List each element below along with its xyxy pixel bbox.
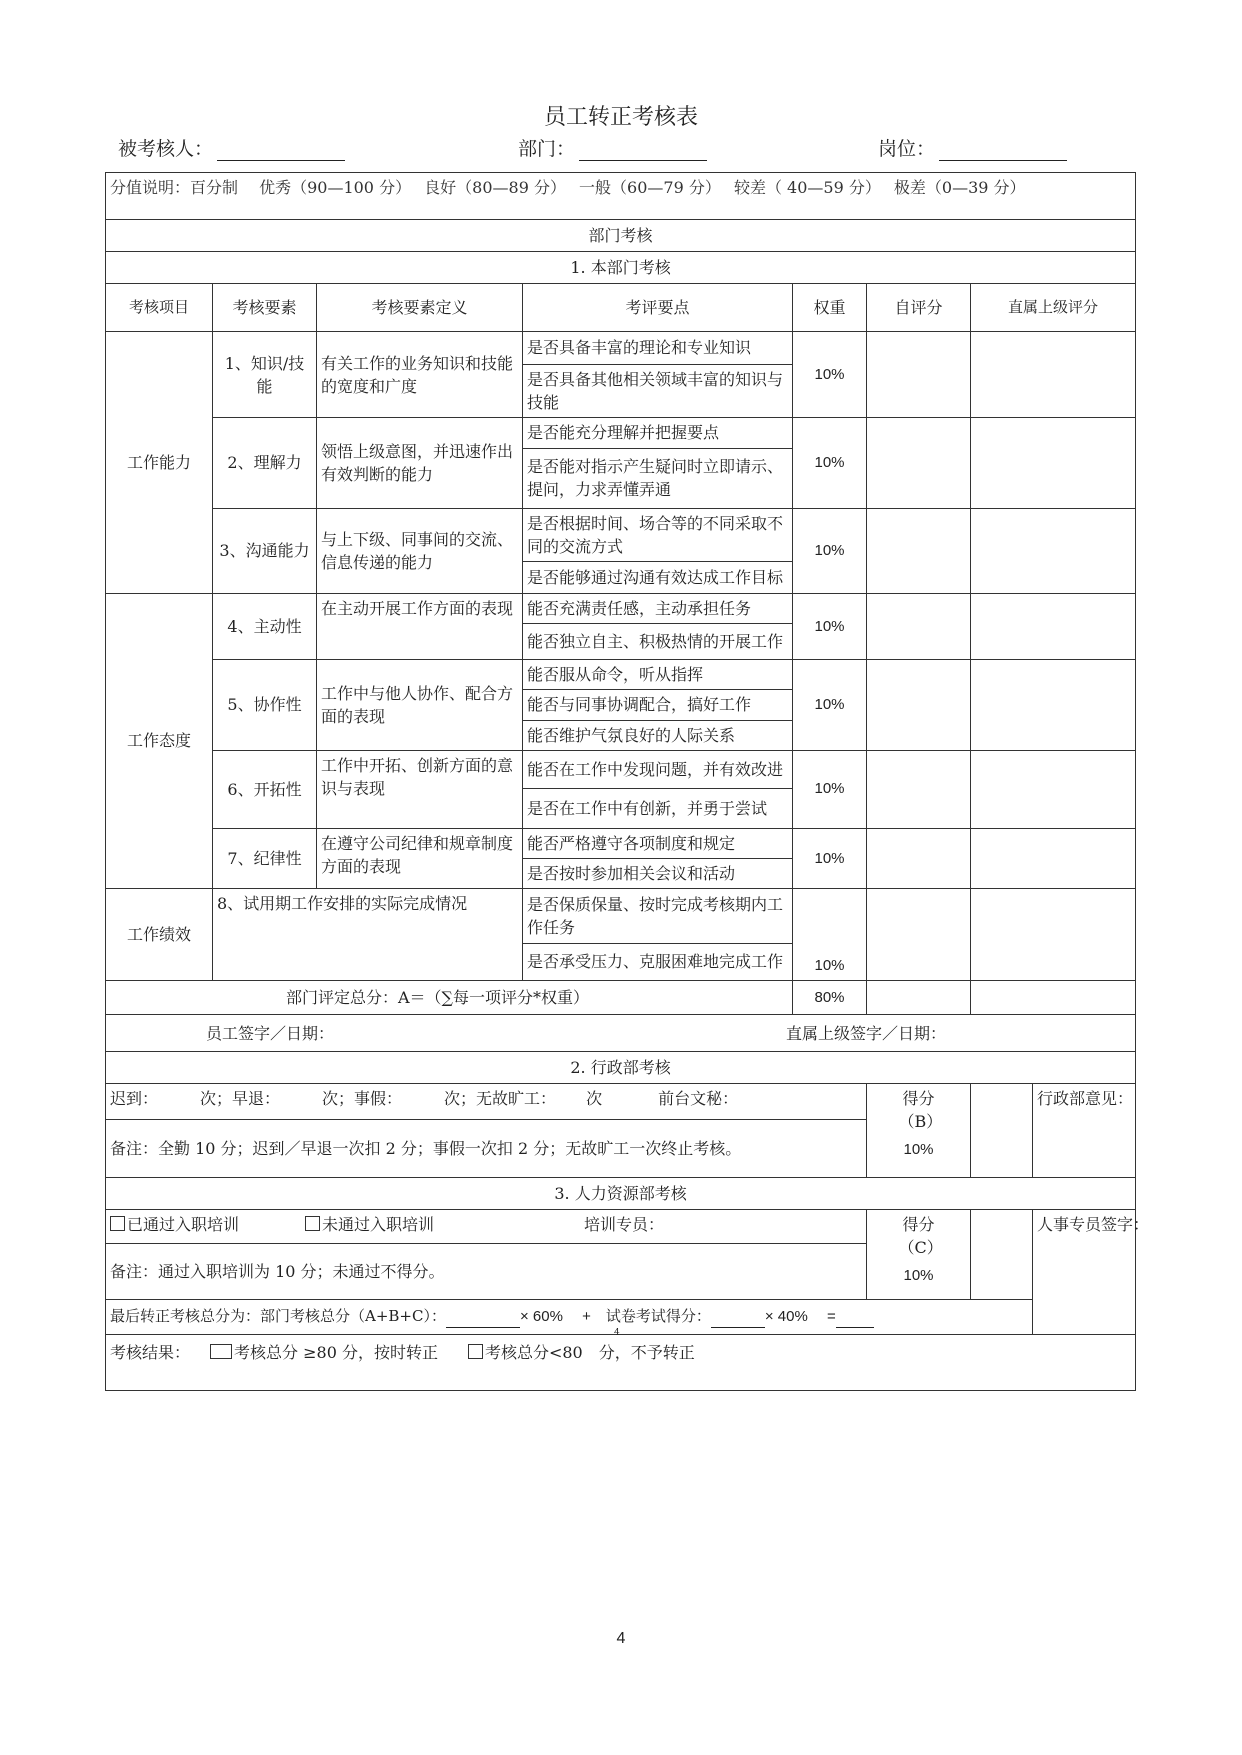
category-work-ability: 工作能力 (106, 332, 213, 594)
table-row (106, 750, 1136, 788)
dept-total-self-score[interactable] (867, 981, 971, 1015)
hr-score-label: 得分（C） (898, 1215, 943, 1258)
position-field (878, 134, 1067, 161)
position-input-line[interactable] (939, 138, 1067, 161)
signature-cell (106, 1015, 1136, 1052)
point-cell: 能否独立自主、积极热情的开展工作 (523, 624, 793, 660)
definition-cell: 有关工作的业务知识和技能的宽度和广度 (317, 332, 523, 418)
definition-cell: 在遵守公司纪律和规章制度方面的表现 (317, 828, 523, 888)
table-row (106, 418, 1136, 448)
hr-sign-cell: 人事专员签字： (1033, 1210, 1136, 1335)
admin-note: 备注：全勤 10 分；迟到／早退一次扣 2 分；事假一次扣 2 分；无故旷工一次终止考核。 (106, 1120, 867, 1178)
person-label: 被考核人： (118, 138, 214, 160)
final-dept-input[interactable] (446, 1311, 520, 1328)
point-cell: 是否具备其他相关领域丰富的知识与技能 (523, 365, 793, 418)
col-header-weight: 权重 (793, 284, 867, 332)
point-cell: 是否具备丰富的理论和专业知识 (523, 332, 793, 365)
person-field (118, 134, 345, 161)
dept-total-row (106, 981, 1136, 1015)
element-cell: 7、纪律性 (213, 828, 317, 888)
admin-score-value-cell[interactable] (971, 1084, 1033, 1178)
dept-total-supervisor-score[interactable] (971, 981, 1136, 1015)
self-score-cell[interactable] (867, 750, 971, 828)
absent-label: 次；无故旷工： (444, 1089, 557, 1109)
point-cell: 是否在工作中有创新，并勇于尝试 (523, 788, 793, 828)
element-cell: 1、知识/技能 (213, 332, 317, 418)
element-cell: 4、主动性 (213, 593, 317, 659)
element-cell: 8、试用期工作安排的实际完成情况 (213, 889, 523, 981)
admin-score-cell (867, 1084, 971, 1178)
supervisor-score-cell[interactable] (971, 332, 1136, 418)
result-label: 考核结果： (110, 1343, 191, 1363)
hr-score-value-cell[interactable] (971, 1210, 1033, 1300)
absent-times-label: 次 (586, 1089, 603, 1109)
col-header-category: 考核项目 (106, 284, 213, 332)
definition-cell: 工作中与他人协作、配合方面的表现 (317, 660, 523, 751)
self-score-cell[interactable] (867, 418, 971, 508)
supervisor-score-cell[interactable] (971, 593, 1136, 659)
signature-row (106, 1015, 1136, 1052)
page-title: 员工转正考核表 (543, 105, 698, 130)
table-row (106, 660, 1136, 690)
element-cell: 3、沟通能力 (213, 508, 317, 593)
admin-score-weight: 10% (903, 1141, 934, 1159)
definition-cell: 工作中开拓、创新方面的意识与表现 (317, 750, 523, 828)
definition-cell: 在主动开展工作方面的表现 (317, 593, 523, 659)
self-score-cell[interactable] (867, 593, 971, 659)
leave-label: 次；事假： (322, 1089, 403, 1109)
table-row (106, 332, 1136, 365)
supervisor-score-cell[interactable] (971, 889, 1136, 981)
admin-section-heading: 2. 行政部考核 (106, 1052, 1136, 1084)
result-row (106, 1335, 1136, 1391)
dept-total-weight: 80% (793, 981, 867, 1015)
hr-note: 备注：通过入职培训为 10 分；未通过不得分。 (106, 1244, 867, 1300)
passed-label: 已通过入职培训 (127, 1215, 240, 1235)
weight-cell: 10% (793, 332, 867, 418)
definition-cell: 领悟上级意图，并迅速作出有效判断的能力 (317, 418, 523, 508)
table-row (106, 508, 1136, 561)
self-score-cell[interactable] (867, 660, 971, 751)
supervisor-score-cell[interactable] (971, 418, 1136, 508)
weight-cell: 10% (793, 660, 867, 751)
header-row (118, 134, 1078, 164)
final-exam-input[interactable] (711, 1311, 765, 1328)
element-cell: 2、理解力 (213, 418, 317, 508)
page-number: 4 (616, 1630, 626, 1647)
hr-score-cell (867, 1210, 971, 1300)
dept-section-heading: 部门考核 (106, 220, 1136, 252)
appraisal-table (105, 172, 1150, 1391)
not-passed-checkbox[interactable] (305, 1216, 320, 1231)
dept-total-label: 部门评定总分：A＝（∑每一项评分*权重） (106, 981, 793, 1015)
early-label: 次；早退： (200, 1089, 281, 1109)
table-row (106, 889, 1136, 944)
result-cell (106, 1335, 1136, 1391)
hr-score-weight: 10% (903, 1267, 934, 1285)
point-cell: 能否在工作中发现问题，并有效改进 (523, 750, 793, 788)
attendance-row (106, 1084, 1136, 1120)
definition-cell: 与上下级、同事间的交流、信息传递的能力 (317, 508, 523, 593)
weight-cell: 10% (793, 508, 867, 593)
point-cell: 是否承受压力、克服困难地完成工作 (523, 944, 793, 981)
supervisor-sign-label: 直属上级签字／日期： (786, 1024, 947, 1044)
hr-section-heading: 3. 人力资源部考核 (106, 1178, 1136, 1210)
dept-sub-heading: 1. 本部门考核 (106, 252, 1136, 284)
passed-checkbox[interactable] (110, 1216, 125, 1231)
weight-cell: 10% (793, 593, 867, 659)
col-header-definition: 考核要素定义 (317, 284, 523, 332)
supervisor-score-cell[interactable] (971, 508, 1136, 593)
supervisor-score-cell[interactable] (971, 750, 1136, 828)
point-cell: 能否充满责任感，主动承担任务 (523, 593, 793, 623)
final-row (106, 1300, 1136, 1335)
final-total-input[interactable] (836, 1311, 874, 1328)
point-cell: 是否按时参加相关会议和活动 (523, 858, 793, 888)
fail-checkbox[interactable] (468, 1344, 483, 1359)
dept-input-line[interactable] (579, 138, 707, 161)
col-header-self-score: 自评分 (867, 284, 971, 332)
score-note: 分值说明：百分制 优秀（90—100 分） 良好（80—89 分） 一般（60—79 分） 较差（ 40—59 分） 极差（0—39 分） (106, 173, 1136, 220)
table-row (106, 593, 1136, 623)
weight-cell: 10% (793, 889, 867, 981)
dept-field (518, 134, 707, 161)
self-score-cell[interactable] (867, 889, 971, 981)
employee-sign-label: 员工签字／日期： (206, 1024, 335, 1044)
final-mult1: × 60% + 试卷考试得分： (519, 1308, 711, 1326)
small-mark: 4 (614, 1328, 620, 1339)
col-header-element: 考核要素 (213, 284, 317, 332)
point-cell: 能否与同事协调配合，搞好工作 (523, 690, 793, 720)
col-header-points: 考评要点 (523, 284, 793, 332)
point-cell: 是否能对指示产生疑问时立即请示、提问，力求弄懂弄通 (523, 448, 793, 508)
person-input-line[interactable] (217, 138, 345, 161)
final-cell (106, 1300, 1033, 1339)
self-score-cell[interactable] (867, 828, 971, 888)
point-cell: 能否服从命令，听从指挥 (523, 660, 793, 690)
point-cell: 是否能充分理解并把握要点 (523, 418, 793, 448)
attendance-cell (106, 1084, 867, 1120)
not-passed-label: 未通过入职培训 (322, 1215, 435, 1235)
receptionist-label: 前台文秘： (658, 1089, 739, 1109)
supervisor-score-cell[interactable] (971, 660, 1136, 751)
weight-cell: 10% (793, 418, 867, 508)
final-prefix: 最后转正考核总分为：部门考核总分（A+B+C）： (110, 1307, 446, 1326)
final-mult2: × 40% = (764, 1308, 836, 1326)
category-work-performance: 工作绩效 (106, 889, 213, 981)
category-work-attitude: 工作态度 (106, 593, 213, 888)
point-cell: 能否严格遵守各项制度和规定 (523, 828, 793, 858)
position-label: 岗位： (878, 138, 936, 160)
dept-label: 部门： (518, 138, 576, 160)
late-label: 迟到： (110, 1089, 159, 1109)
self-score-cell[interactable] (867, 332, 971, 418)
pass-checkbox[interactable] (210, 1344, 232, 1359)
admin-score-label: 得分（B） (898, 1089, 943, 1132)
element-cell: 5、协作性 (213, 660, 317, 751)
self-score-cell[interactable] (867, 508, 971, 593)
point-cell: 是否能够通过沟通有效达成工作目标 (523, 561, 793, 593)
fail-label: 考核总分<80 分，不予转正 (484, 1343, 695, 1363)
training-row (106, 1210, 1136, 1244)
training-cell (106, 1210, 867, 1244)
element-cell: 6、开拓性 (213, 750, 317, 828)
weight-cell: 10% (793, 828, 867, 888)
table-row (106, 828, 1136, 858)
point-cell: 是否保质保量、按时完成考核期内工作任务 (523, 889, 793, 944)
weight-cell: 10% (793, 750, 867, 828)
column-header-row (106, 284, 1136, 332)
pass-label: 考核总分 ≥80 分，按时转正 (234, 1343, 438, 1363)
point-cell: 能否维护气氛良好的人际关系 (523, 720, 793, 750)
trainer-label: 培训专员： (584, 1215, 665, 1235)
admin-opinion-cell: 行政部意见： (1033, 1084, 1136, 1178)
point-cell: 是否根据时间、场合等的不同采取不同的交流方式 (523, 508, 793, 561)
col-header-supervisor-score: 直属上级评分 (971, 284, 1136, 332)
supervisor-score-cell[interactable] (971, 828, 1136, 888)
